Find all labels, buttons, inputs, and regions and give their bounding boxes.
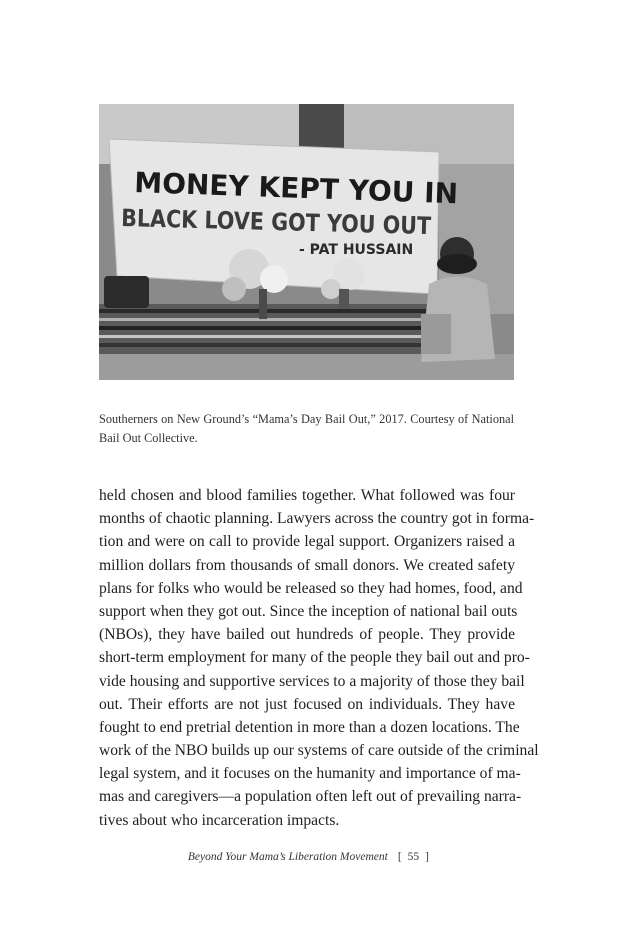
body-line: vide housing and supportive services to a majority of those they bail <box>99 672 525 690</box>
body-text <box>99 484 539 832</box>
page-footer <box>99 851 429 863</box>
body-line: (NBOs), they have bailed out hundreds of people. They provide <box>99 626 515 644</box>
photo <box>99 104 514 380</box>
body-line: work of the NBO builds up our systems of care outside of the criminal <box>99 742 539 760</box>
photo-scene <box>99 104 514 380</box>
body-line: out. Their efforts are not just focused on individuals. They have <box>99 695 515 713</box>
body-line: held chosen and blood families together. What followed was four <box>99 487 515 504</box>
page-number: 55 <box>407 851 420 863</box>
body-line: short-term employment for many of the people they bail out and pro- <box>99 649 530 667</box>
banner-line-1: MONEY KEPT YOU IN <box>133 166 459 211</box>
banner-line-2: BLACK LOVE GOT YOU OUT <box>120 204 482 242</box>
body-line: tion and were on call to provide legal support. Organizers raised a <box>99 533 515 551</box>
body-line: fought to end pretrial detention in more than a dozen locations. The <box>99 718 520 736</box>
running-title: Beyond Your Mama’s Liberation Movement <box>187 851 388 863</box>
bag <box>104 276 149 308</box>
body-line: legal system, and it focuses on the humanity and importance of ma- <box>99 765 521 783</box>
footer-bracket-open: [ <box>397 851 402 863</box>
photo-caption: Southerners on New Ground’s “Mama’s Day Bail Out,” 2017. Courtesy of National Bail Out Collective. <box>99 412 514 445</box>
body-line: months of chaotic planning. Lawyers across the country got in forma- <box>99 510 535 528</box>
body-line: tives about who incarceration impacts. <box>99 811 340 829</box>
body-line: mas and caregivers—a population often left out of prevailing narra- <box>99 788 522 806</box>
banner-line-3: - PAT HUSSAIN <box>299 242 414 258</box>
body-line: plans for folks who would be released so they had homes, food, and <box>99 579 523 597</box>
body-line: support when they got out. Since the inception of national bail outs <box>99 602 518 620</box>
footer-bracket-close: ] <box>425 851 429 863</box>
body-line: million dollars from thousands of small donors. We created safety <box>99 556 515 574</box>
